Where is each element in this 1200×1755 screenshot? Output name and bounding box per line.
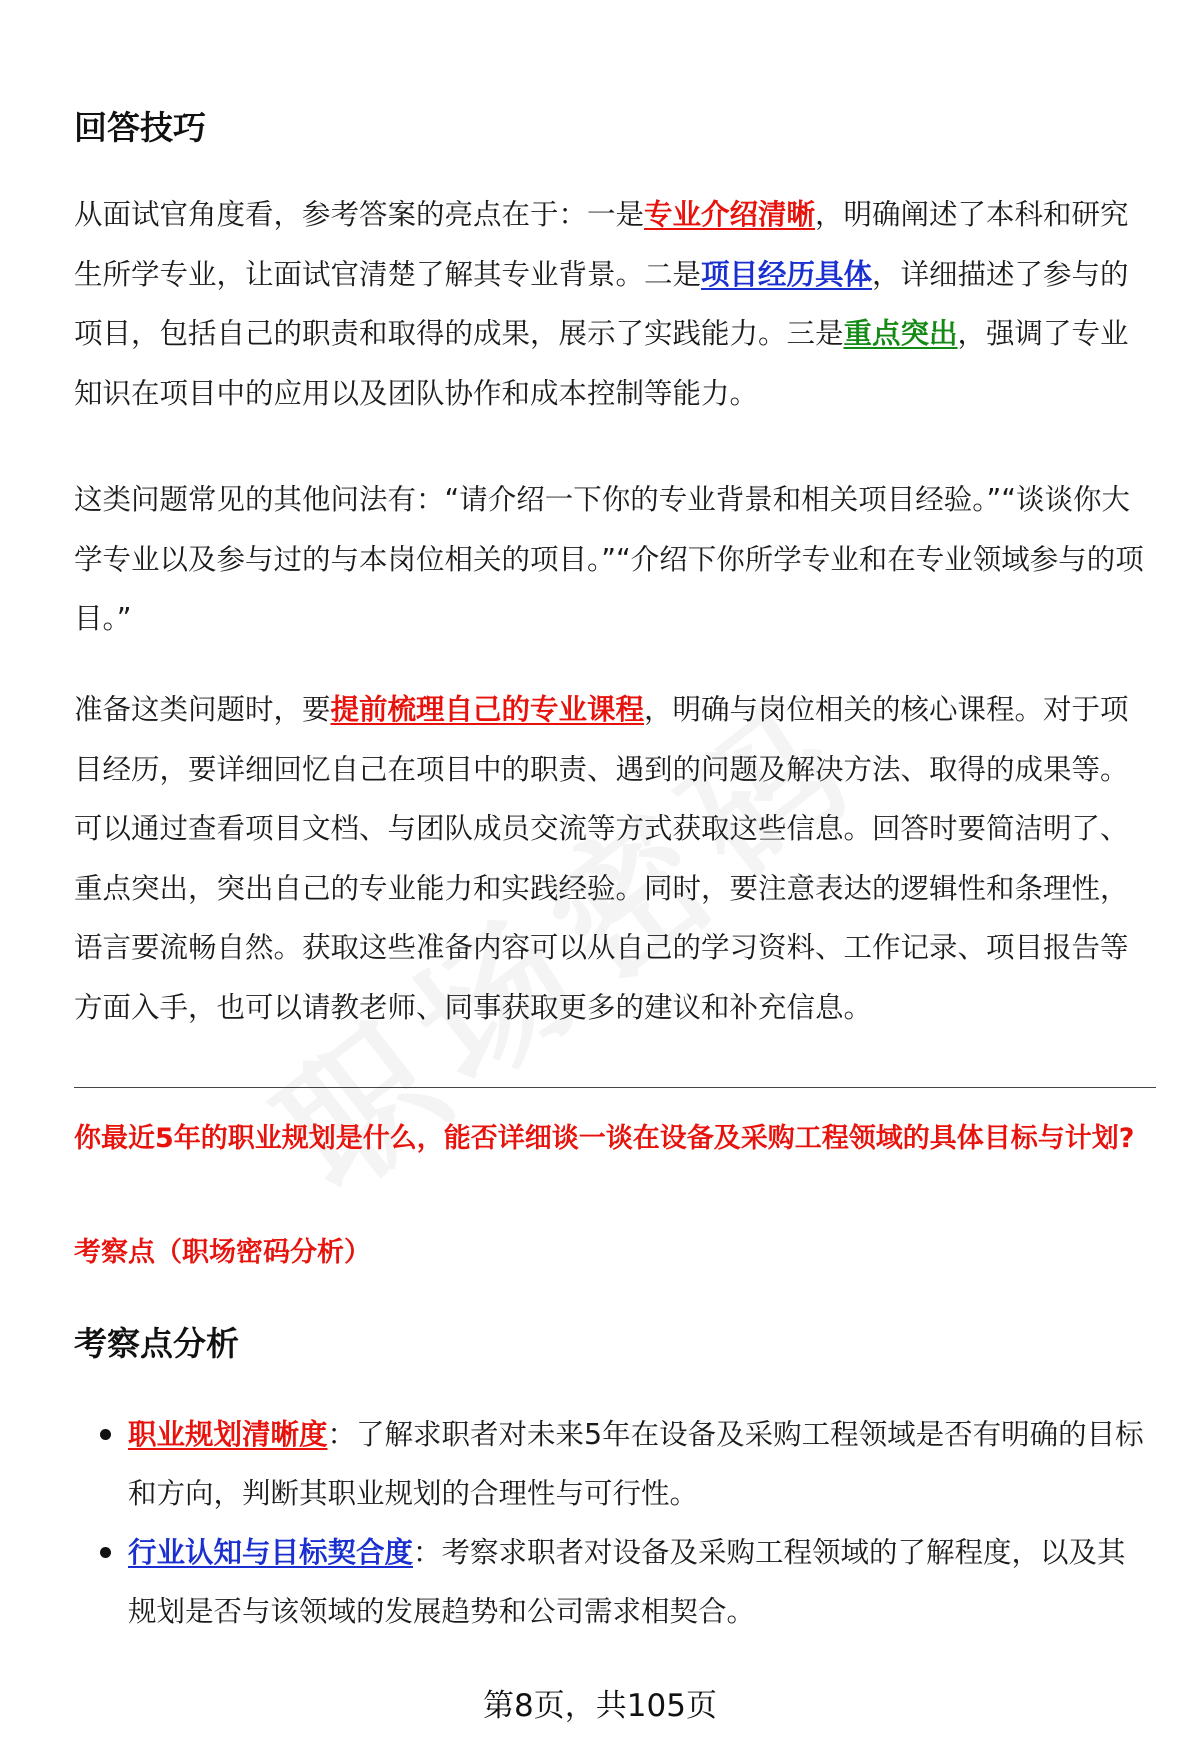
paragraph-preparation (74, 680, 1154, 1037)
text: ，强调了专业知识在项目中的应用以及团队协作和成本控制等能力。 (74, 317, 1129, 410)
highlight-key-points: 重点突出 (843, 317, 958, 350)
highlight-professional-intro: 专业介绍清晰 (644, 198, 816, 231)
analysis-text: ：了解求职者对未来5年在设备及采购工程领域是否有明确的目标和方向，判断其职业规划的合理性与可行性。 (128, 1418, 1144, 1510)
bullet-icon (100, 1429, 111, 1440)
exam-point-label: 考察点（职场密码分析） (74, 1237, 371, 1268)
section-heading-analysis: 考察点分析 (74, 1324, 239, 1363)
text: 准备这类问题时，要 (74, 693, 331, 726)
paragraph-highlights (74, 185, 1154, 423)
interview-question: 你最近5年的职业规划是什么，能否详细谈一谈在设备及采购工程领域的具体目标与计划? (74, 1123, 1135, 1154)
list-item (74, 1405, 1154, 1523)
highlight-course-review: 提前梳理自己的专业课程 (330, 693, 645, 726)
text: ，明确阐述了本科和研究生所学专业，让面试官清楚了解其专业背景。二是 (74, 198, 1129, 291)
text: 从面试官角度看，参考答案的亮点在于：一是 (74, 198, 645, 231)
text: ，详细描述了参与的项目，包括自己的职责和取得的成果，展示了实践能力。三是 (74, 257, 1129, 350)
section-divider (74, 1087, 1156, 1088)
list-item (74, 1523, 1154, 1641)
bullet-icon (100, 1547, 111, 1558)
analysis-term: 职业规划清晰度 (128, 1418, 328, 1451)
page-number: 第8页，共105页 (483, 1688, 717, 1724)
paragraph-alt-questions: 这类问题常见的其他问法有：“请介绍一下你的专业背景和相关项目经验。”“谈谈你大学专业以及参与过的与本岗位相关的项目。”“介绍下你所学专业和在专业领域参与的项目。” (74, 483, 1144, 635)
highlight-project-experience: 项目经历具体 (701, 257, 873, 291)
section-heading-answer-tips: 回答技巧 (74, 108, 206, 147)
analysis-term: 行业认知与目标契合度 (128, 1536, 414, 1569)
text: ，明确与岗位相关的核心课程。对于项目经历，要详细回忆自己在项目中的职责、遇到的问题及解决方法、取得的成果等。可以通过查看项目文档、与团队成员交流等方式获取这些信息。回答时要简洁明了、重点突出，突出自己的专业能力和实践经验。同时，要注意表达的逻辑性和条理性，语言要流畅自然。获取这些准备内容可以从自己的学习资料、工作记录、项目报告等方面入手，也可以请教老师、同事获取更多的建议和补充信息。 (74, 693, 1129, 1024)
analysis-text: ：考察求职者对设备及采购工程领域的了解程度，以及其规划是否与该领域的发展趋势和公司需求相契合。 (128, 1536, 1126, 1628)
analysis-list (74, 1405, 1154, 1641)
